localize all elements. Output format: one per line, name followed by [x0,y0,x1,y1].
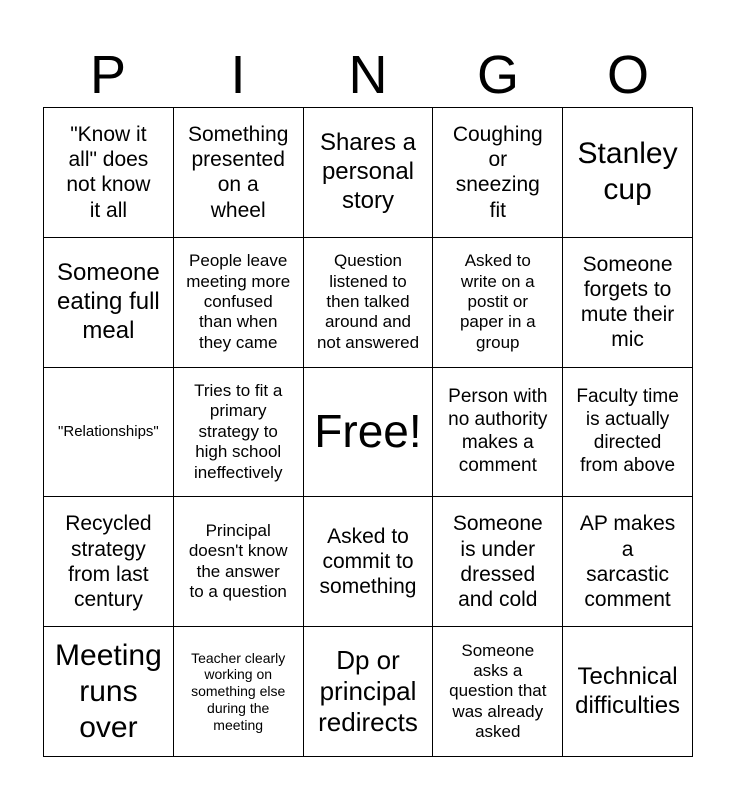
header-letter-p: P [89,45,127,105]
bingo-cell-r3c4[interactable]: Person with no authority makes a comment [433,368,563,498]
bingo-cell-r4c3[interactable]: Asked to commit to something [304,497,434,627]
bingo-cell-r1c3[interactable]: Shares a personal story [304,108,434,238]
bingo-cell-r4c5[interactable]: AP makes a sarcastic comment [563,497,693,627]
bingo-cell-r1c2[interactable]: Something presented on a wheel [174,108,304,238]
bingo-cell-r5c3[interactable]: Dp or principal redirects [304,627,434,757]
bingo-cell-r5c4[interactable]: Someone asks a question that was already asked [433,627,563,757]
bingo-cell-r5c1[interactable]: Meeting runs over [44,627,174,757]
bingo-cell-r5c5[interactable]: Technical difficulties [563,627,693,757]
bingo-cell-r2c2[interactable]: People leave meeting more confused than when they came [174,238,304,368]
bingo-cell-r1c5[interactable]: Stanley cup [563,108,693,238]
bingo-board [43,107,693,757]
bingo-cell-r2c4[interactable]: Asked to write on a postit or paper in a group [433,238,563,368]
bingo-cell-r1c1[interactable]: "Know it all" does not know it all [44,108,174,238]
header-letter-o: O [606,45,649,105]
bingo-cell-r1c4[interactable]: Coughing or sneezing fit [433,108,563,238]
header-letter-i: I [230,45,246,105]
bingo-cell-free[interactable]: Free! [304,368,434,498]
bingo-cell-r3c2[interactable]: Tries to fit a primary strategy to high school ineffectively [174,368,304,498]
bingo-cell-r3c1[interactable]: "Relationships" [44,368,174,498]
bingo-cell-r2c1[interactable]: Someone eating full meal [44,238,174,368]
bingo-cell-r5c2[interactable]: Teacher clearly working on something else during the meeting [174,627,304,757]
bingo-cell-r4c2[interactable]: Principal doesn't know the answer to a question [174,497,304,627]
bingo-cell-r4c1[interactable]: Recycled strategy from last century [44,497,174,627]
bingo-cell-r2c3[interactable]: Question listened to then talked around and not answered [304,238,434,368]
header-letter-n: N [348,45,388,105]
bingo-cell-r3c5[interactable]: Faculty time is actually directed from above [563,368,693,498]
bingo-cell-r2c5[interactable]: Someone forgets to mute their mic [563,238,693,368]
header-letter-g: G [476,45,519,105]
bingo-header [43,40,693,108]
bingo-cell-r4c4[interactable]: Someone is under dressed and cold [433,497,563,627]
